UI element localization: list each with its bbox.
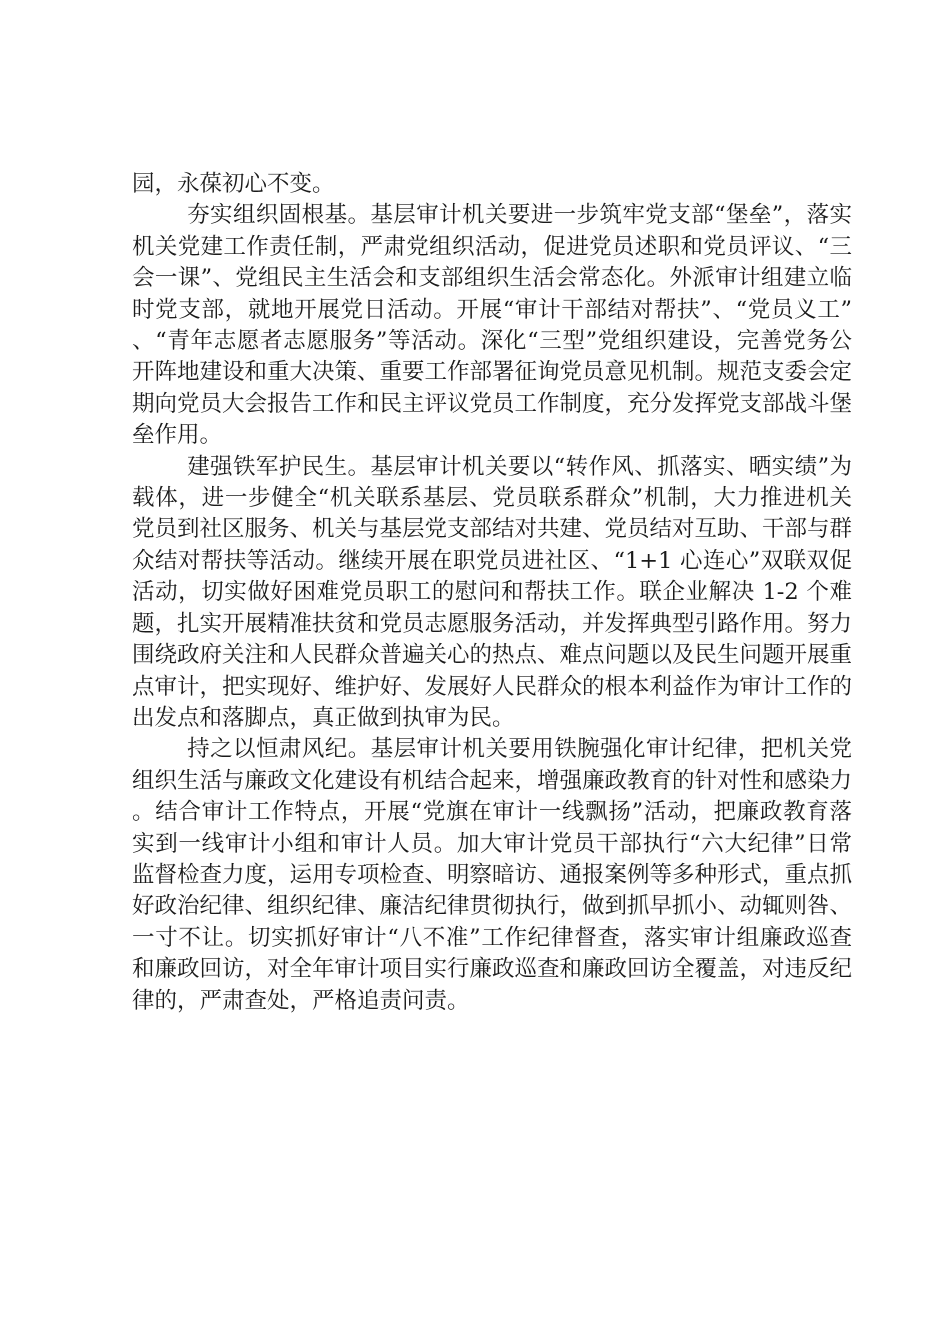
paragraph-organization: 夯实组织固根基。基层审计机关要进一步筑牢党支部“堡垒”，落实机关党建工作责任制，严肃党组织活动，促进党员述职和党员评议、“三会一课”、党组民主生活会和支部组织生活会常态化。外派审计组建立临时党支部，就地开展党日活动。开展“审计干部结对帮扶”、“党员义工”、“青年志愿者志愿服务”等活动。深化“三型”党组织建设，完善党务公开阵地建设和重大决策、重要工作部署征询党员意见机制。规范支委会定期向党员大会报告工作和民主评议党员工作制度，充分发挥党支部战斗堡垒作用。 [132,202,853,449]
paragraph-livelihood: 建强铁军护民生。基层审计机关要以“转作风、抓落实、晒实绩”为载体，进一步健全“机关联系基层、党员联系群众”机制，大力推进机关党员到社区服务、机关与基层党支部结对共建、党员结对互助、干部与群众结对帮扶等活动。继续开展在职党员进社区、“1+1 心连心”双联双促活动，切实做好困难党员职工的慰问和帮扶工作。联企业解决 1-2 个难题，扎实开展精准扶贫和党员志愿服务活动，并发挥典型引路作用。努力围绕政府关注和人民群众普遍关心的热点、难点问题以及民生问题开展重点审计，把实现好、维护好、发展好人民群众的根本利益作为审计工作的出发点和落脚点，真正做到执审为民。 [132,453,853,731]
paragraph-continuation: 园，永葆初心不变。 [132,171,335,197]
paragraph-discipline: 持之以恒肃风纪。基层审计机关要用铁腕强化审计纪律，把机关党组织生活与廉政文化建设有机结合起来，增强廉政教育的针对性和感染力。结合审计工作特点，开展“党旗在审计一线飘扬”活动，把廉政教育落实到一线审计小组和审计人员。加大审计党员干部执行“六大纪律”日常监督检查力度，运用专项检查、明察暗访、通报案例等多种形式，重点抓好政治纪律、组织纪律、廉洁纪律贯彻执行，做到抓早抓小、动辄则咎、一寸不让。切实抓好审计“八不准”工作纪律督查，落实审计组廉政巡查和廉政回访，对全年审计项目实行廉政巡查和廉政回访全覆盖，对违反纪律的，严肃查处，严格追责问责。 [132,736,853,1014]
document-body [132,169,852,1017]
